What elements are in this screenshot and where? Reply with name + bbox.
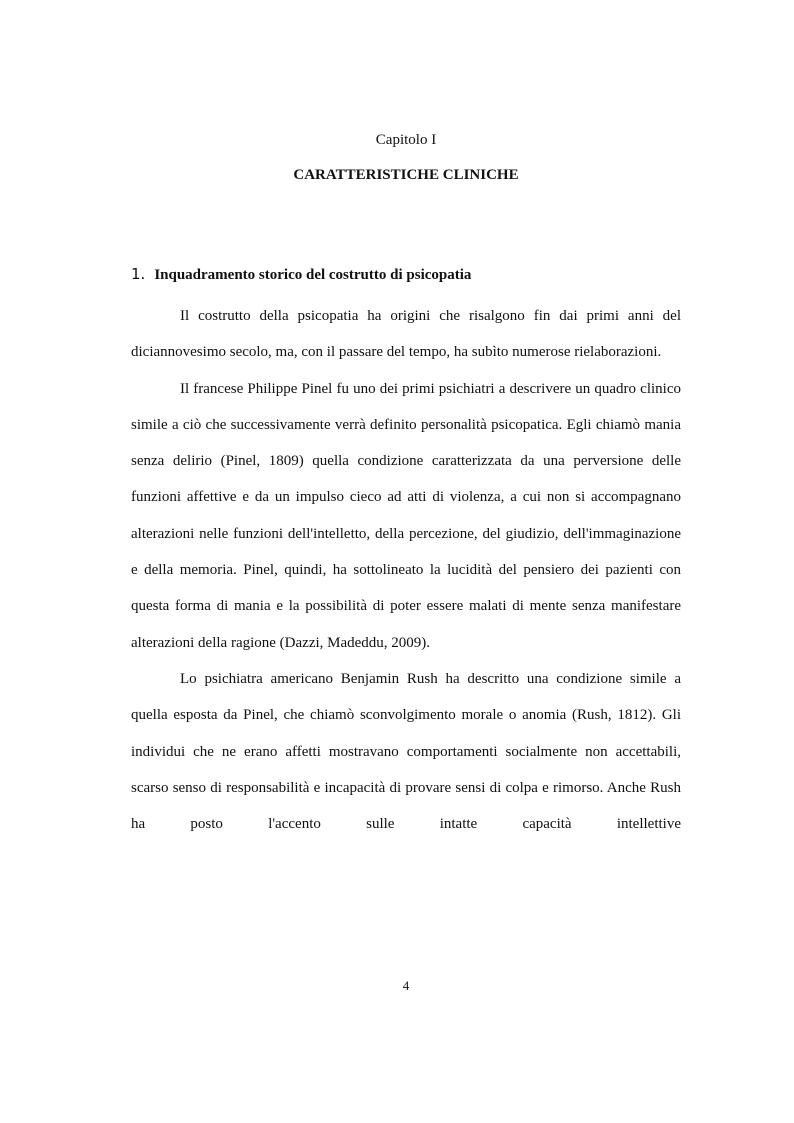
body-text [131, 298, 681, 842]
chapter-label: Capitolo I [375, 132, 437, 148]
section-heading [131, 265, 691, 284]
chapter-title: CARATTERISTICHE CLINICHE [293, 167, 519, 183]
section-title: Inquadramento storico del costrutto di psicopatia [154, 267, 472, 283]
page-number: 4 [402, 978, 410, 993]
section-number: 1. [131, 265, 146, 283]
paragraph-rush: Lo psichiatra americano Benjamin Rush ha descritto una condizione simile a quella esposta da Pinel, che chiamò sconvolgimento morale o anomia (Rush, 1812). Gli individui che ne erano affetti mostravano comportamenti socialmente non accettabili, scarso senso di responsabilità e incapacità di provare sensi di colpa e rimorso. Anche Rush ha posto l'accento sulle intatte capacità intellettive [131, 670, 681, 833]
paragraph-pinel: Il francese Philippe Pinel fu uno dei primi psichiatri a descrivere un quadro clinico simile a ciò che successivamente verrà definito personalità psicopatica. Egli chiamò mania senza delirio (Pinel, 1809) quella condizione caratterizzata da una perversione delle funzioni affettive e da un impulso cieco ad atti di violenza, a cui non si accompagnano alterazioni nelle funzioni dell'intelletto, della percezione, del giudizio, dell'immaginazione e della memoria. Pinel, quindi, ha sottolineato la lucidità del pensiero dei pazienti con questa forma di mania e la possibilità di poter essere malati di mente senza manifestare alterazioni della ragione (Dazzi, Madeddu, 2009). [131, 380, 681, 651]
paragraph-origins: Il costrutto della psicopatia ha origini che risalgono fin dai primi anni del diciannovesimo secolo, ma, con il passare del tempo, ha subìto numerose rielaborazioni. [131, 308, 681, 361]
